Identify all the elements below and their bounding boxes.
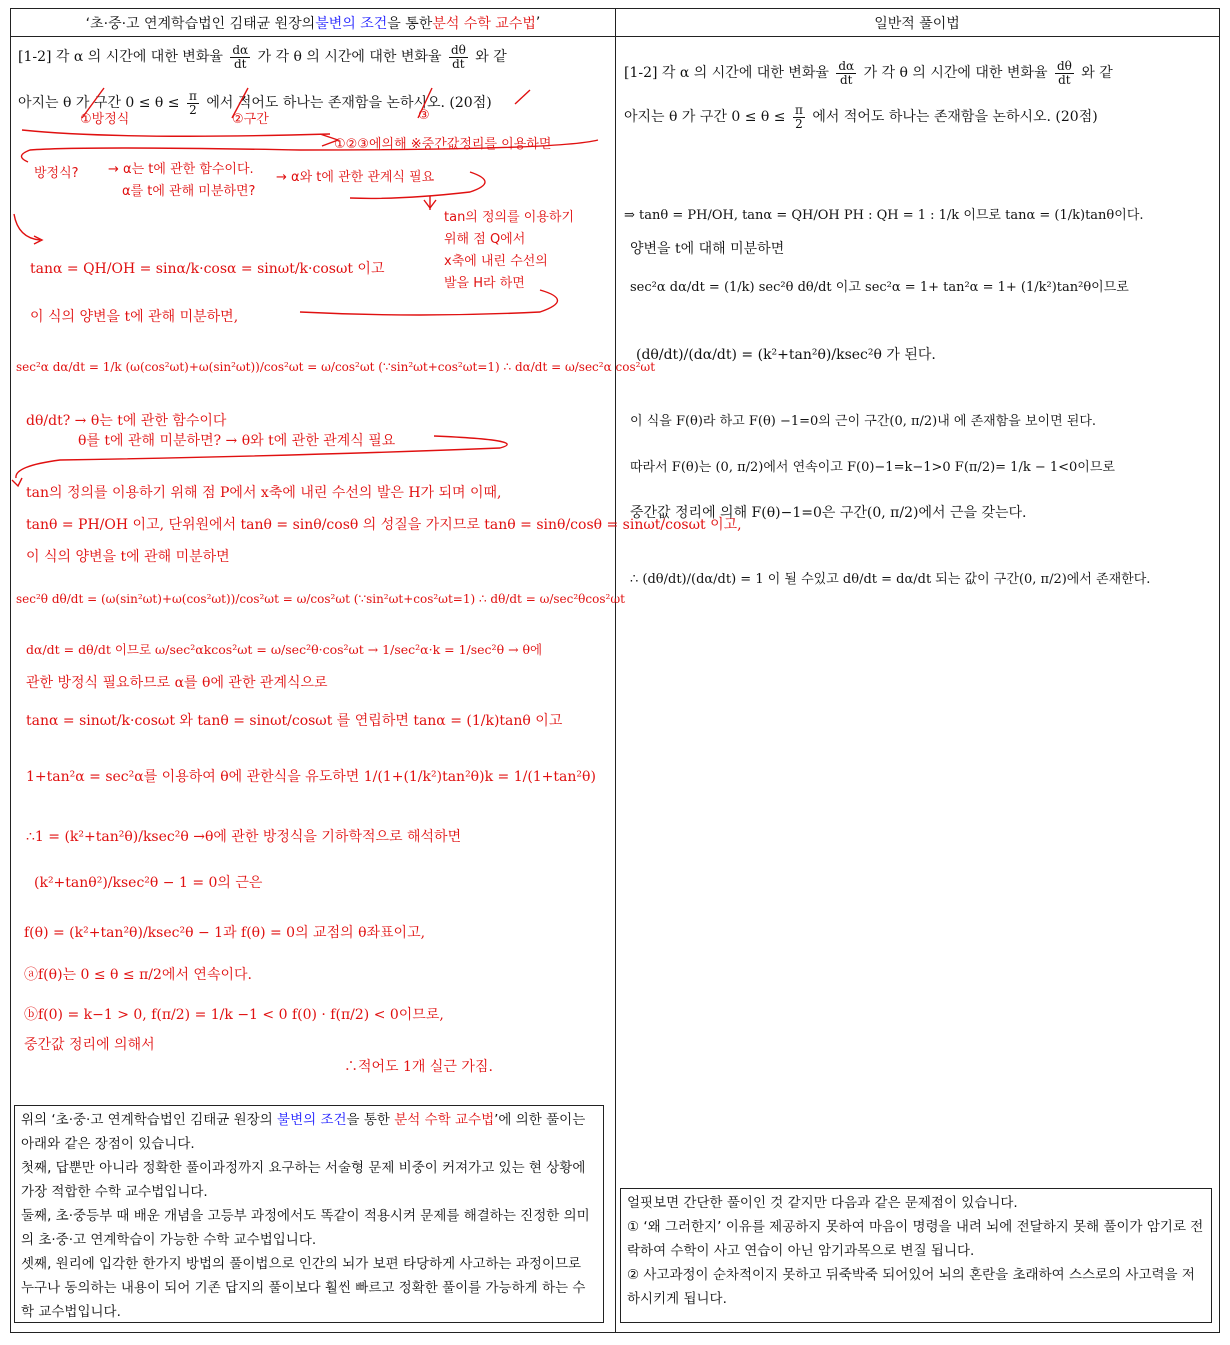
problem-text: [1-2] 각 α 의 시간에 대한 변화율 (624, 65, 829, 82)
annotation-interval: ②구간 (232, 112, 269, 127)
annotation-point-q: 위해 점 Q에서 (444, 232, 526, 247)
work-line: θ를 t에 관해 미분하면? → θ와 t에 관한 관계식 필요 (78, 433, 396, 449)
numerator: dα (232, 43, 249, 57)
work-line: dθ/dt? → θ는 t에 관한 함수이다 (26, 413, 227, 429)
right-problem-line-2 (624, 104, 1098, 130)
work-line: 이 식의 양변을 t에 관해 미분하면 (26, 549, 230, 565)
problem-text: [1-2] 각 α 의 시간에 대한 변화율 (18, 49, 223, 66)
right-work-line: sec²α dα/dt = (1/k) sec²θ dθ/dt 이고 sec²α = 1+ tan²α = 1+ (1/k²)tan²θ이므로 (630, 280, 1129, 295)
work-line: sec²α dα/dt = 1/k (ω(cos²ωt)+ω(sin²ωt))/cos²ωt = ω/cos²ωt (∵sin²ωt+cos²ωt=1) ∴ dα/dt = ω/sec²α cos²ωt (16, 360, 656, 374)
problems-intro: 얼핏보면 간단한 풀이인 것 같지만 다음과 같은 문제점이 있습니다. (627, 1195, 1018, 1211)
numerator: π (794, 103, 803, 117)
advantage-first: 첫째, 답뿐만 아니라 정확한 풀이과정까지 요구하는 서술형 문제 비중이 커져가고 있는 현 상황에 가장 적합한 수학 교수법입니다. (21, 1160, 586, 1200)
work-line: tanα = sinωt/k·cosωt 와 tanθ = sinωt/cosωt 를 연립하면 tanα = (1/k)tanθ 이고 (26, 713, 563, 729)
header-text: ’ (535, 14, 541, 31)
problem-text: 아지는 θ 가 구간 0 ≤ θ ≤ (18, 95, 180, 112)
right-work-line: 중간값 정리에 의해 F(θ)−1=0은 구간(0, π/2)에서 근을 갖는다. (630, 505, 1027, 521)
denominator: dt (839, 72, 853, 87)
work-line: ⓐf(θ)는 0 ≤ θ ≤ π/2에서 연속이다. (24, 967, 252, 983)
problem-text: 에서 적어도 하나는 존재함을 논하시오. (20점) (206, 95, 492, 112)
problem-text: 에서 적어도 하나는 존재함을 논하시오. (20점) (812, 109, 1098, 126)
box-highlight-blue: 불변의 조건 (277, 1112, 347, 1128)
annotation-perp: x축에 내린 수선의 (444, 254, 548, 269)
denominator: dt (452, 56, 465, 71)
denominator: 2 (189, 102, 197, 117)
annotation-equation-q: 방정식? (34, 166, 79, 181)
annotation-alpha-func: → α는 t에 관한 함수이다. (108, 162, 254, 177)
box-highlight-red: 교수법 (455, 1112, 495, 1128)
problem-text: 와 같 (475, 49, 507, 66)
numerator: π (188, 89, 197, 103)
work-line: f(θ) = (k²+tan²θ)/ksec²θ − 1과 f(θ) = 0의 교점의 θ좌표이고, (24, 925, 426, 941)
box-text: 을 통한 (346, 1112, 395, 1128)
advantage-third: 셋째, 원리에 입각한 한가지 방법의 풀이법으로 인간의 뇌가 보편 타당하게 사고하는 과정이므로 누구나 동의하는 내용이 되어 기존 답지의 풀이보다 훨씬 빠르고 정확한 풀이를 가능하게 하는 수학 교수법입니다. (21, 1256, 586, 1320)
right-problems-box (620, 1188, 1212, 1323)
right-header-title: 일반적 풀이법 (874, 15, 960, 32)
box-text: 위의 ‘초·중·고 연계학습법인 김태균 원장의 (21, 1112, 278, 1128)
fraction (1055, 60, 1074, 86)
right-work-line: (dθ/dt)/(dα/dt) = (k²+tan²θ)/ksec²θ 가 된다. (636, 347, 936, 363)
header-highlight-red: 분석 수학 교수법 (432, 15, 536, 32)
right-problem-line-1 (624, 60, 1113, 86)
work-line: 1+tan²α = sec²α를 이용하여 θ에 관한식을 유도하면 1/(1+(1/k²)tan²θ)k = 1/(1+tan²θ) (26, 769, 596, 785)
work-line: tanθ = PH/OH 이고, 단위원에서 tanθ = sinθ/cosθ 의 성질을 가지므로 tanθ = sinθ/cosθ = sinωt/cosωt 이고, (26, 517, 742, 533)
right-work-line: 따라서 F(θ)는 (0, π/2)에서 연속이고 F(0)−1=k−1>0 F(π/2)= 1/k − 1<0이므로 (630, 460, 1115, 475)
left-advantages-box (14, 1105, 604, 1323)
numerator: dα (838, 59, 855, 73)
numerator: dθ (1056, 59, 1072, 73)
denominator: dt (233, 56, 247, 71)
annotation-ivt: ①②③에의해 ※중간값정리를 이용하면 (334, 137, 552, 152)
advantages-intro (21, 1108, 597, 1156)
header-highlight-blue: 불변의 조건 (315, 15, 388, 32)
denominator: dt (1058, 72, 1071, 87)
work-line: ∴적어도 1개 실근 가짐. (344, 1059, 493, 1075)
right-work-line: 양변을 t에 대해 미분하면 (630, 241, 785, 257)
problem-first: ① ‘왜 그러한지’ 이유를 제공하지 못하여 마음이 명령을 내려 뇌에 전달하지 못해 풀이가 암기로 전락하여 수학이 사고 연습이 아닌 암기과목으로 변질 됩니다. (627, 1219, 1204, 1259)
annotation-alpha-diff: α를 t에 관해 미분하면? (122, 184, 256, 199)
problem-second: ② 사고과정이 순차적이지 못하고 뒤죽박죽 되어있어 뇌의 혼란을 초래하여 스스로의 사고력을 저하시키게 됩니다. (627, 1267, 1195, 1307)
fraction (836, 60, 856, 86)
problem-text: 아지는 θ 가 구간 0 ≤ θ ≤ (624, 109, 786, 126)
advantage-second: 둘째, 초·중등부 때 배운 개념을 고등부 과정에서도 똑같이 적용시켜 문제를 해결하는 진정한 의미의 초·중·고 연계학습이 가능한 수학 교수법입니다. (21, 1208, 590, 1248)
annotation-tan-def: tan의 정의를 이용하기 (444, 210, 575, 225)
work-line: ∴1 = (k²+tan²θ)/ksec²θ →θ에 관한 방정식을 기하학적으로 해석하면 (26, 829, 462, 845)
right-work-line: ⇒ tanθ = PH/OH, tanα = QH/OH PH : QH = 1 : 1/k 이므로 tanα = (1/k)tanθ이다. (624, 208, 1144, 223)
fraction (793, 104, 805, 130)
right-work-line: 이 식을 F(θ)라 하고 F(θ) −1=0의 근이 구간(0, π/2)내 에 존재함을 보이면 된다. (630, 414, 1097, 429)
work-line: (k²+tanθ²)/ksec²θ − 1 = 0의 근은 (34, 875, 263, 891)
work-line: 관한 방정식 필요하므로 α를 θ에 관한 관계식으로 (26, 675, 328, 691)
work-line: 이 식의 양변을 t에 관해 미분하면, (30, 309, 239, 325)
header-text: 을 통한 (387, 15, 433, 32)
annotation-three: ③ (418, 108, 430, 123)
box-highlight-red: 분석 수학 (394, 1112, 451, 1128)
work-line: ⓑf(0) = k−1 > 0, f(π/2) = 1/k −1 < 0 f(0) · f(π/2) < 0이므로, (24, 1007, 444, 1023)
header-text: ‘초·중·고 연계학습법인 김태균 원장의 (85, 15, 316, 32)
denominator: 2 (795, 116, 803, 131)
problem-text: 가 각 θ 의 시간에 대한 변화율 (863, 65, 1048, 82)
annotation-equation: ①방정식 (80, 112, 130, 127)
work-line: tan의 정의를 이용하기 위해 점 P에서 x축에 내린 수선의 발은 H가 되며 이때, (26, 485, 502, 501)
annotation-foot-h: 발을 H라 하면 (444, 276, 525, 291)
work-line: 중간값 정리에 의해서 (24, 1037, 155, 1053)
box-text: ’에 의한 풀이는 아래와 같은 장점이 있습니다. (21, 1112, 586, 1152)
problem-text: 가 각 θ 의 시간에 대한 변화율 (257, 49, 442, 66)
problem-text: 와 같 (1081, 65, 1113, 82)
annotation-relation: → α와 t에 관한 관계식 필요 (276, 170, 435, 185)
work-line: sec²θ dθ/dt = (ω(sin²ωt)+ω(cos²ωt))/cos²ωt = ω/cos²ωt (∵sin²ωt+cos²ωt=1) ∴ dθ/dt = ω/sec²θcos²ωt (16, 592, 625, 606)
work-line: dα/dt = dθ/dt 이므로 ω/sec²αkcos²ωt = ω/sec²θ·cos²ωt → 1/sec²α·k = 1/sec²θ → θ에 (26, 642, 543, 657)
numerator: dθ (450, 43, 466, 57)
work-line: tanα = QH/OH = sinα/k·cosα = sinωt/k·cosωt 이고 (30, 261, 385, 277)
right-work-line: ∴ (dθ/dt)/(dα/dt) = 1 이 될 수있고 dθ/dt = dα/dt 되는 값이 구간(0, π/2)에서 존재한다. (630, 572, 1151, 587)
